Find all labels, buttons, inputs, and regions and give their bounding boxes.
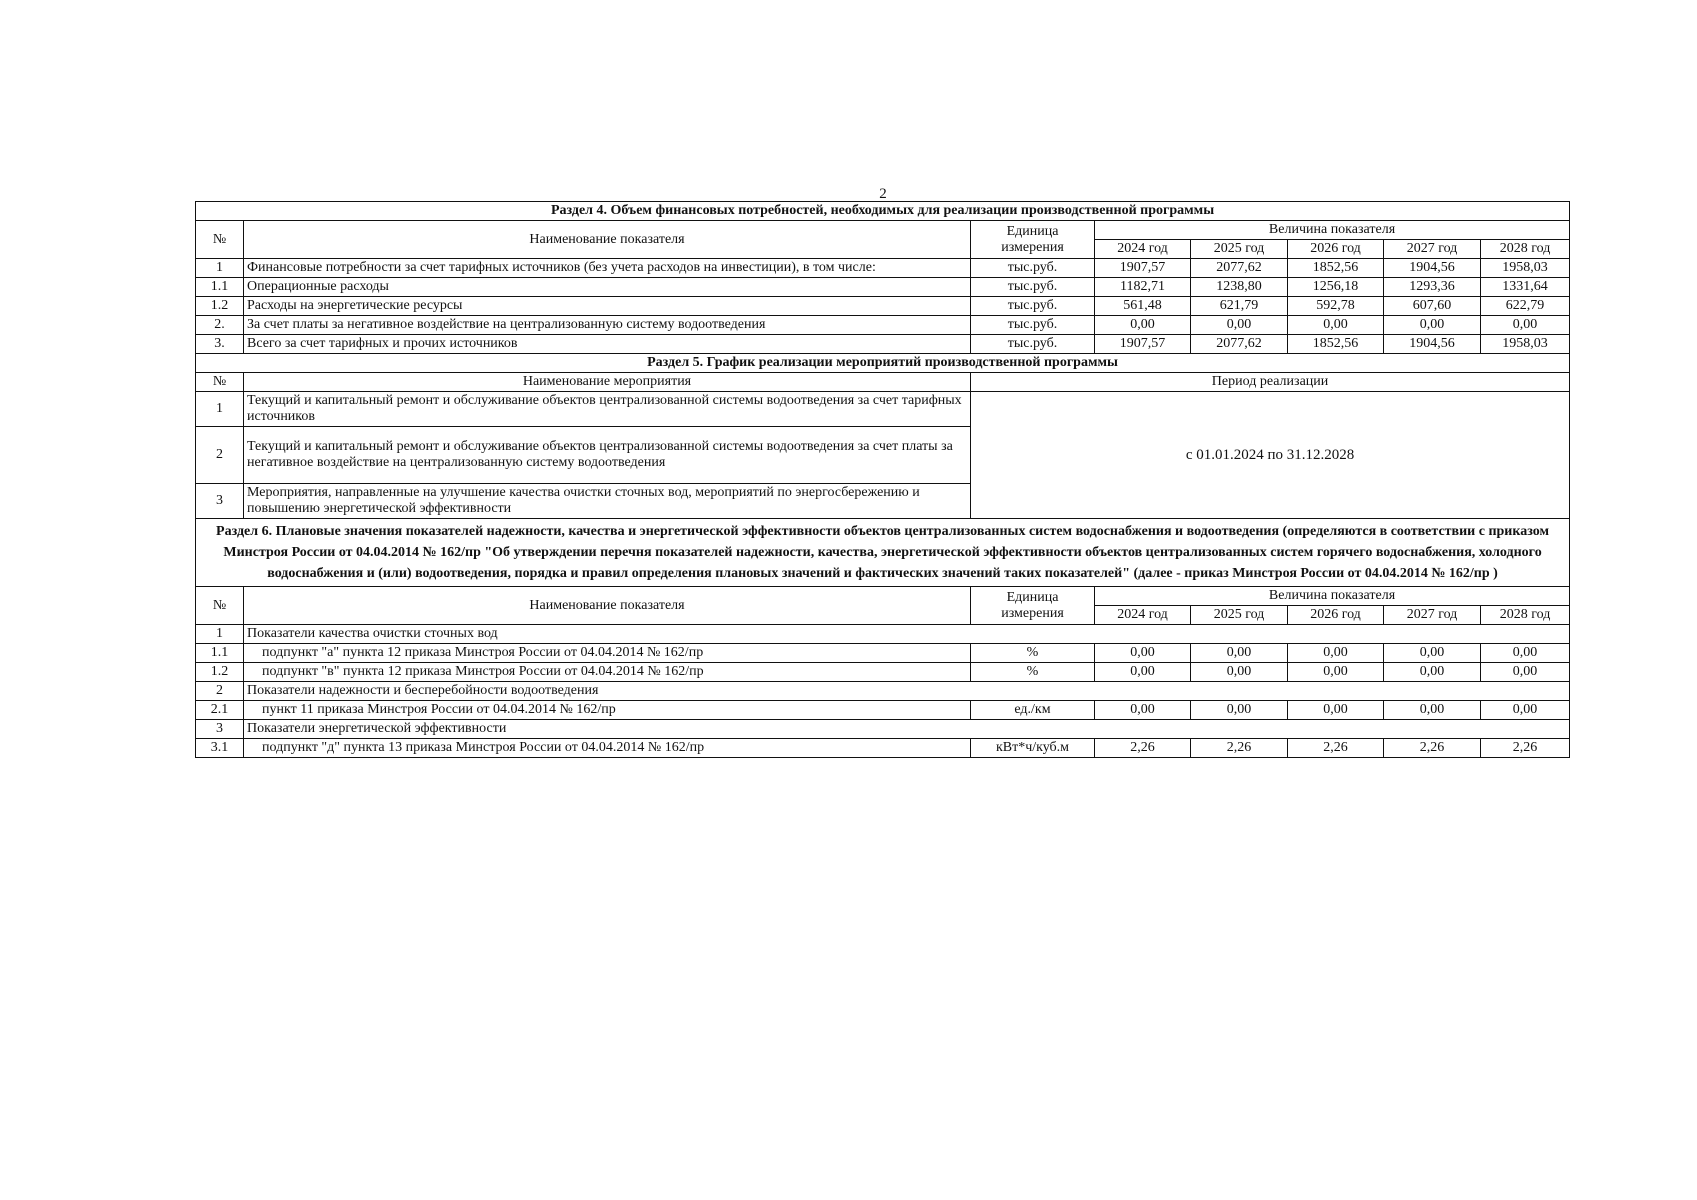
row-value: 0,00: [1288, 644, 1384, 663]
header-unit: Единица измерения: [971, 587, 1095, 625]
row-name: Текущий и капитальный ремонт и обслуживание объектов централизованной системы водоотведения за счет платы за негативное воздействие на централизованную систему водоотведения: [244, 427, 971, 484]
row-value: 607,60: [1384, 297, 1481, 316]
page-number: 2: [879, 186, 887, 202]
header-no: №: [196, 373, 244, 392]
year-header: 2027 год: [1384, 240, 1481, 259]
row-unit: тыс.руб.: [971, 316, 1095, 335]
row-name: пункт 11 приказа Минстроя России от 04.04.2014 № 162/пр: [244, 701, 971, 720]
row-number: 1.2: [196, 297, 244, 316]
year-header: 2028 год: [1481, 240, 1570, 259]
row-value: 1852,56: [1288, 259, 1384, 278]
row-value: 0,00: [1481, 316, 1570, 335]
row-unit: тыс.руб.: [971, 335, 1095, 354]
row-unit: %: [971, 663, 1095, 682]
row-unit: %: [971, 644, 1095, 663]
section-6-rows: [196, 625, 1570, 758]
row-value: 1182,71: [1095, 278, 1191, 297]
row-value: 0,00: [1095, 663, 1191, 682]
row-value: 0,00: [1384, 663, 1481, 682]
header-name: Наименование показателя: [244, 587, 971, 625]
row-value: 1907,57: [1095, 335, 1191, 354]
row-value: 1331,64: [1481, 278, 1570, 297]
row-value: 561,48: [1095, 297, 1191, 316]
row-value: 0,00: [1384, 701, 1481, 720]
row-number: 2.1: [196, 701, 244, 720]
row-value: 1293,36: [1384, 278, 1481, 297]
table-row: [196, 297, 1570, 316]
row-value: 621,79: [1191, 297, 1288, 316]
program-table: [195, 201, 1570, 758]
row-name: Операционные расходы: [244, 278, 971, 297]
row-name: Расходы на энергетические ресурсы: [244, 297, 971, 316]
row-number: 3: [196, 484, 244, 519]
header-unit: Единица измерения: [971, 221, 1095, 259]
row-name: Всего за счет тарифных и прочих источников: [244, 335, 971, 354]
table-row: [196, 701, 1570, 720]
row-value: 2,26: [1384, 739, 1481, 758]
table-row: [196, 278, 1570, 297]
year-header: 2025 год: [1191, 606, 1288, 625]
header-no: №: [196, 587, 244, 625]
section-4-rows: [196, 259, 1570, 354]
section-5: [196, 354, 1570, 392]
year-header: 2026 год: [1288, 606, 1384, 625]
group-row: [196, 625, 1570, 644]
row-value: 0,00: [1481, 644, 1570, 663]
group-number: 1: [196, 625, 244, 644]
group-name: Показатели надежности и бесперебойности водоотведения: [244, 682, 1570, 701]
group-row: [196, 682, 1570, 701]
row-number: 1.1: [196, 278, 244, 297]
row-value: 0,00: [1288, 701, 1384, 720]
group-row: [196, 720, 1570, 739]
row-value: 2,26: [1288, 739, 1384, 758]
row-value: 0,00: [1191, 644, 1288, 663]
section-5-rows: [196, 392, 1570, 519]
section-4-title: Раздел 4. Объем финансовых потребностей, необходимых для реализации производственной программы: [196, 202, 1570, 221]
row-value: 0,00: [1191, 316, 1288, 335]
row-number: 1.2: [196, 663, 244, 682]
table-row: [196, 392, 1570, 427]
table-row: [196, 316, 1570, 335]
section-6-title: Раздел 6. Плановые значения показателей надежности, качества и энергетической эффективности объектов централизованных систем водоснабжения и водоотведения (определяются в соответствии с приказом Минстроя России от 04.04.2014 № 162/пр "Об утверждении перечня показателей надежности, качества, энергетической эффективности объектов централизованных систем горячего водоснабжения, холодного водоснабжения и (или) водоотведения, порядка и правил определения плановых значений и фактических значений таких показателей" (далее - приказ Минстроя России от 04.04.2014 № 162/пр ): [196, 519, 1570, 587]
section-6: [196, 519, 1570, 625]
row-value: 2077,62: [1191, 335, 1288, 354]
year-header: 2024 год: [1095, 240, 1191, 259]
header-period: Период реализации: [971, 373, 1570, 392]
row-number: 1: [196, 392, 244, 427]
row-value: 2077,62: [1191, 259, 1288, 278]
row-name: За счет платы за негативное воздействие на централизованную систему водоотведения: [244, 316, 971, 335]
row-name: подпункт "в" пункта 12 приказа Минстроя России от 04.04.2014 № 162/пр: [244, 663, 971, 682]
row-unit: кВт*ч/куб.м: [971, 739, 1095, 758]
group-number: 3: [196, 720, 244, 739]
implementation-period: с 01.01.2024 по 31.12.2028: [971, 392, 1570, 519]
row-value: 0,00: [1191, 701, 1288, 720]
row-unit: тыс.руб.: [971, 297, 1095, 316]
group-name: Показатели энергетической эффективности: [244, 720, 1570, 739]
row-value: 1958,03: [1481, 259, 1570, 278]
row-value: 0,00: [1288, 663, 1384, 682]
document-sheet: [195, 201, 1569, 758]
row-value: 0,00: [1481, 663, 1570, 682]
row-value: 1256,18: [1288, 278, 1384, 297]
row-value: 2,26: [1095, 739, 1191, 758]
row-value: 592,78: [1288, 297, 1384, 316]
header-name: Наименование показателя: [244, 221, 971, 259]
table-row: [196, 335, 1570, 354]
row-value: 1958,03: [1481, 335, 1570, 354]
row-name: подпункт "а" пункта 12 приказа Минстроя России от 04.04.2014 № 162/пр: [244, 644, 971, 663]
row-value: 0,00: [1288, 316, 1384, 335]
row-unit: ед./км: [971, 701, 1095, 720]
row-number: 2: [196, 427, 244, 484]
row-value: 1904,56: [1384, 259, 1481, 278]
header-value: Величина показателя: [1095, 587, 1570, 606]
row-value: 0,00: [1191, 663, 1288, 682]
row-value: 0,00: [1095, 701, 1191, 720]
row-name: Мероприятия, направленные на улучшение качества очистки сточных вод, мероприятий по энергосбережению и повышению энергетической эффективности: [244, 484, 971, 519]
row-value: 2,26: [1481, 739, 1570, 758]
year-header: 2025 год: [1191, 240, 1288, 259]
row-name: подпункт "д" пункта 13 приказа Минстроя России от 04.04.2014 № 162/пр: [244, 739, 971, 758]
section-5-title: Раздел 5. График реализации мероприятий производственной программы: [196, 354, 1570, 373]
table-row: [196, 259, 1570, 278]
table-row: [196, 663, 1570, 682]
row-value: 0,00: [1095, 644, 1191, 663]
row-value: 0,00: [1481, 701, 1570, 720]
row-number: 1.1: [196, 644, 244, 663]
header-no: №: [196, 221, 244, 259]
year-header: 2027 год: [1384, 606, 1481, 625]
row-value: 1852,56: [1288, 335, 1384, 354]
header-event-name: Наименование мероприятия: [244, 373, 971, 392]
row-value: 1907,57: [1095, 259, 1191, 278]
row-value: 0,00: [1384, 316, 1481, 335]
row-number: 2.: [196, 316, 244, 335]
group-name: Показатели качества очистки сточных вод: [244, 625, 1570, 644]
row-number: 3.: [196, 335, 244, 354]
year-header: 2028 год: [1481, 606, 1570, 625]
header-value: Величина показателя: [1095, 221, 1570, 240]
row-value: 622,79: [1481, 297, 1570, 316]
row-value: 0,00: [1384, 644, 1481, 663]
section-4: [196, 202, 1570, 259]
row-value: 0,00: [1095, 316, 1191, 335]
row-name: Текущий и капитальный ремонт и обслуживание объектов централизованной системы водоотведения за счет тарифных источников: [244, 392, 971, 427]
row-value: 2,26: [1191, 739, 1288, 758]
row-number: 3.1: [196, 739, 244, 758]
group-number: 2: [196, 682, 244, 701]
year-header: 2024 год: [1095, 606, 1191, 625]
table-row: [196, 739, 1570, 758]
row-unit: тыс.руб.: [971, 278, 1095, 297]
table-row: [196, 644, 1570, 663]
row-unit: тыс.руб.: [971, 259, 1095, 278]
row-name: Финансовые потребности за счет тарифных источников (без учета расходов на инвестиции), в том числе:: [244, 259, 971, 278]
row-value: 1904,56: [1384, 335, 1481, 354]
row-value: 1238,80: [1191, 278, 1288, 297]
row-number: 1: [196, 259, 244, 278]
year-header: 2026 год: [1288, 240, 1384, 259]
